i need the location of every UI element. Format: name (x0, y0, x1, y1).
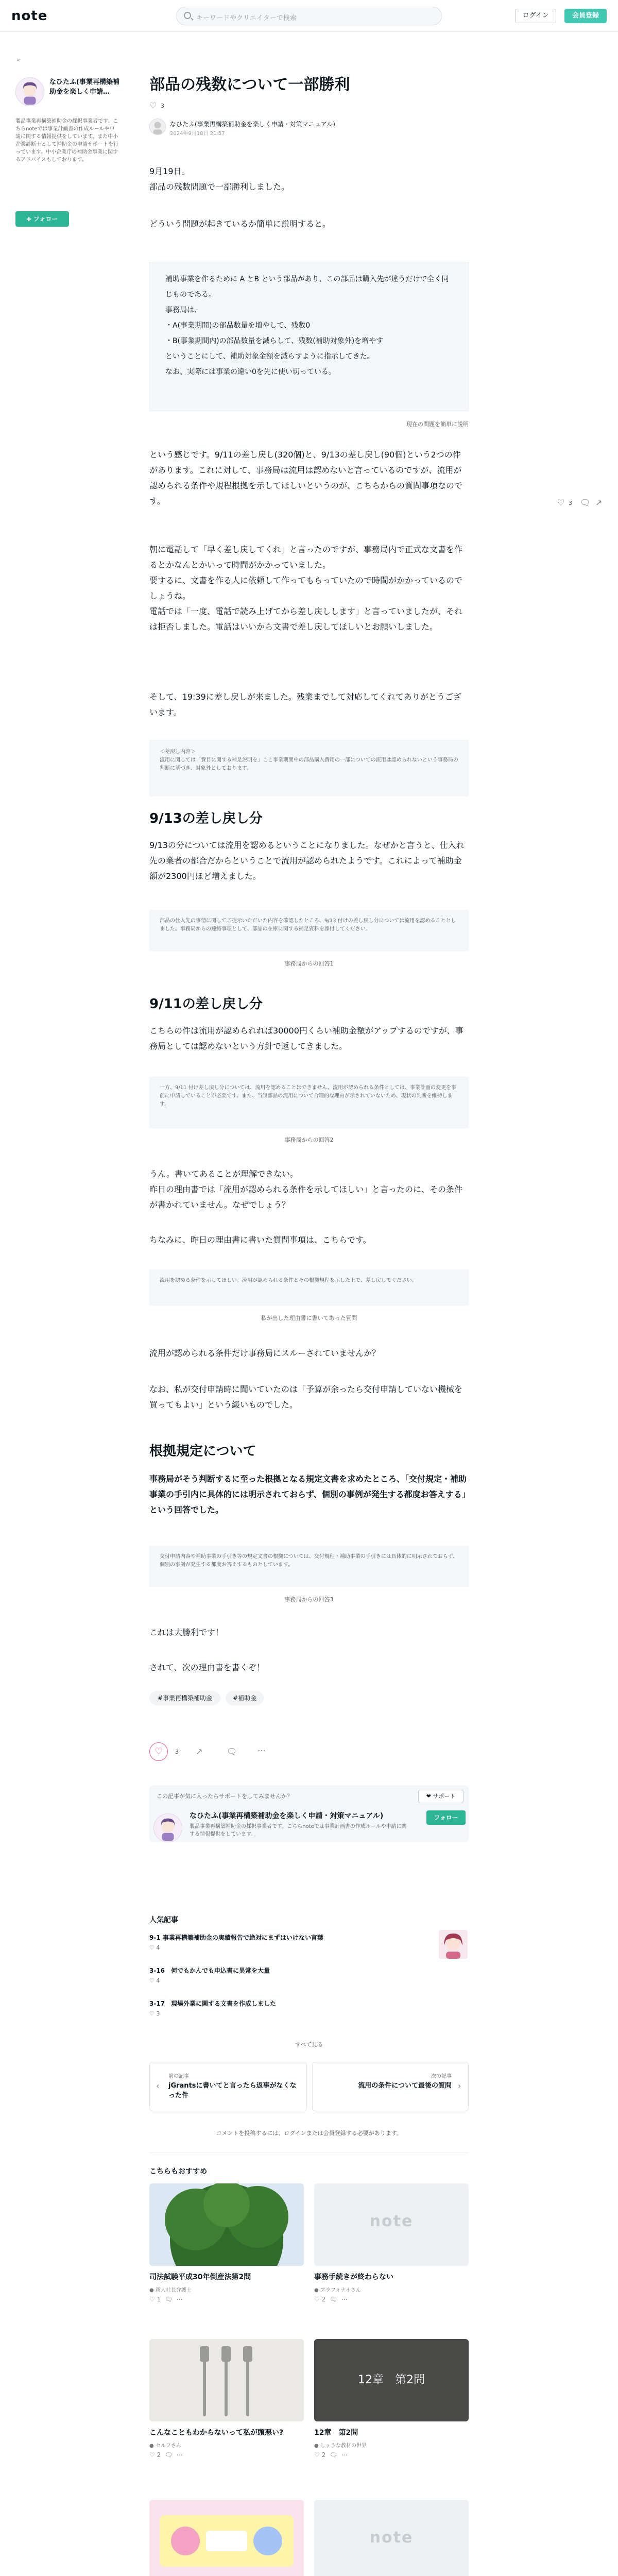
chevron-left-icon: ‹ (156, 2081, 160, 2091)
card-2-author-name: アラフォナイさん (320, 2287, 361, 2293)
comment-icon[interactable]: 🗨︎ (227, 1747, 237, 1756)
card-4-likes: 2 (321, 2451, 326, 2459)
paragraph-1: 9月19日。 (149, 166, 190, 176)
paragraph-15: されて、次の理由書を書くぞ！ (149, 1663, 265, 1672)
caption-3: 事務局からの回答2 (284, 1137, 334, 1143)
card-4-overlay-text: 12章 第2問 (358, 2374, 425, 2386)
prev-label: 前の記事 (168, 2074, 189, 2079)
sidebar-author-description: 製品事業再構築補助金の採択事業者です。こちらnoteでは事業計画書の作成ルールや申請に関する情報提供をしています。また中小企業診断士として補助金の申請サポートを行っています。中小企業庁の補助金事業に関するアドバイスもしております。 (15, 118, 118, 163)
quote-block-2: ＜差戻し内容＞ 流用に関しては「費目に関する補足説明を」ここ事業期間中の部品購入費用の一部についての流用は認められないという事務局の判断に基づき、対象外としております。 (149, 740, 469, 796)
quote-block-5: 流用を認める条件を示してほしい。流用が認められる条件とその根拠規程を示した上で、差し戻してください。 (149, 1269, 469, 1306)
quote1-line-5: ということにして、補助対象金額を減らすように指示してきた。 (165, 352, 374, 361)
quote1-line-1: 補助事業を作るために A とB という部品があり、この部品は購入先が違うだけで全く同じものである。 (165, 275, 449, 299)
quote1-line-3: ・A(事業期間)の部品数量を増やして、残数0 (165, 321, 311, 330)
card-4-author[interactable] (314, 2441, 367, 2449)
paragraph-7: 9/13の分については流用を認めるということになりました。なぜかと言うと、仕入れ先の業者の都合だからということで流用が認められたようです。これによって補助金額が2300円ほど増えました。 (149, 840, 465, 881)
quote1-line-4: ・B(事業期間内)の部品数量を減らして、残数(補助対象外)を増やす (165, 337, 384, 345)
popular-item-1-thumbnail[interactable] (439, 1930, 468, 1959)
support-follow-button[interactable]: フォロー (426, 1810, 466, 1825)
comment-login-prompt: コメントを投稿するには、ログインまたは会員登録する必要があります。 (216, 2130, 402, 2137)
register-button[interactable]: 会員登録 (564, 9, 607, 23)
card-2-title[interactable]: 事務手続きが終わらない (314, 2273, 393, 2281)
card-1-title[interactable]: 司法試験平成30年倒産法第2問 (149, 2273, 251, 2281)
support-author-name[interactable]: なひたふ(事業再構築補助金を楽しく申請・対策マニュアル) (190, 1812, 384, 1820)
float-like-icon[interactable]: ♡ (557, 498, 565, 507)
next-label: 次の記事 (431, 2074, 452, 2079)
card-3-actions[interactable]: ♡ 2 🗨︎ ⋯ (149, 2451, 183, 2459)
card-1-author[interactable] (149, 2285, 192, 2293)
popular-item-1-likes: ♡ 4 (149, 1944, 160, 1951)
paragraph-14: これは大勝利です！ (149, 1628, 224, 1637)
title-like-count: 3 (161, 103, 164, 109)
card-6-placeholder-logo: note (369, 2529, 414, 2547)
article-title: 部品の残数について一部勝利 (149, 76, 350, 94)
card-3-title[interactable]: こんなこともわからないって私が頭悪い? (149, 2429, 284, 2437)
card-4-title[interactable]: 12章 第2問 (314, 2429, 358, 2437)
popular-item-3-title[interactable]: 3-17 現場外業に関する文書を作成しました (149, 2000, 277, 2007)
card-5-comic-illustration (149, 2500, 304, 2576)
popular-thumb-illustration (439, 1930, 468, 1959)
card-4-image[interactable] (314, 2339, 469, 2421)
paragraph-6: そして、19:39に差し戻しが来ました。残業までして対応してくれてありがとうございます。 (149, 692, 461, 717)
card-5-image[interactable] (149, 2500, 304, 2576)
support-icon: ❤︎ (426, 1793, 433, 1800)
meta-avatar[interactable] (149, 118, 166, 135)
popular-heading: 人気記事 (149, 1916, 178, 1924)
card-1-author-name: 新人社長弁護士 (155, 2287, 192, 2293)
search-placeholder: キーワードやクリエイターで検索 (196, 14, 297, 22)
card-1-tree-photo (149, 2183, 304, 2266)
like-button[interactable]: ♡ (149, 1742, 168, 1761)
heading-0911: 9/11の差し戻し分 (149, 996, 263, 1012)
caption-1: 現在の問題を簡単に説明 (406, 421, 469, 428)
card-3-author[interactable] (149, 2441, 181, 2449)
card-4-author-avatar: ● (314, 2443, 320, 2449)
next-title: 流用の条件について最後の質問 (358, 2082, 452, 2090)
card-3-author-avatar: ● (149, 2443, 156, 2449)
heading-0913: 9/13の差し戻し分 (149, 811, 263, 826)
quote-block-3: 部品の仕入先の事情に関してご提示いただいた内容を確認したところ、9/13 付けの差し戻し分については流用を認めることとしました。事務局からの連絡事項として、部品の在庫に関する補足資料を添付してください。 (149, 910, 469, 951)
title-like-icon[interactable]: ♡ (149, 100, 157, 110)
paragraph-10: ちなみに、昨日の理由書に書いた質問事項は、こちらです。 (149, 1235, 371, 1245)
card-3-forks-photo (149, 2339, 304, 2421)
paragraph-5: 朝に電話して「早く差し戻してくれ」と言ったのですが、事務局内で正式な文書を作るとかなんとかいって時間がかかっていました。 要するに、文書を作る人に依頼して作ってもらっていたので時間がかかっているのでしょうね。 電話では「一度、電話で読み上げてから差し戻しします」と言っていましたが、それは拒否しました。電話はいいから文書で差し戻してほしいとお願いしました。 (149, 545, 463, 632)
popular-item-2-likes: ♡ 4 (149, 1977, 160, 1984)
card-3-image[interactable] (149, 2339, 304, 2421)
sidebar-follow-label: フォロー (33, 215, 58, 223)
card-2-image[interactable] (314, 2183, 469, 2266)
card-2-author-avatar: ● (314, 2287, 320, 2293)
card-2-author[interactable] (314, 2285, 361, 2293)
paragraph-8: こちらの件は流用が認められれば30000円くらい補助金額がアップするのですが、事務局としては認めないという方針で返してきました。 (149, 1026, 464, 1051)
popular-item-1-title[interactable]: 9-1 事業再構築補助金の実績報告で絶対にまずはいけない言葉 (149, 1934, 323, 1941)
person-add-icon: ➕︎ (26, 215, 33, 223)
meta-date: 2024年9月18日 21:57 (170, 131, 225, 137)
card-1-author-avatar: ● (149, 2287, 156, 2293)
prev-article-card[interactable] (149, 2062, 307, 2111)
float-like-count: 3 (569, 500, 572, 506)
card-1-actions[interactable]: ♡ 1 🗨︎ ⋯ (149, 2296, 183, 2303)
support-button[interactable] (418, 1790, 464, 1803)
paragraph-11: 流用が認められる条件だけ事務局にスルーされていませんか？ (149, 1348, 381, 1358)
support-button-label: サポート (433, 1793, 456, 1800)
author-avatar[interactable] (15, 77, 44, 106)
meta-author-name[interactable]: なひたふ(事業再構築補助金を楽しく申請・対策マニュアル) (170, 121, 335, 128)
popular-item-2-like-count: 4 (156, 1977, 160, 1984)
avatar-illustration (16, 78, 44, 106)
caption-4: 私が出した理由書に書いてあった質問 (261, 1315, 357, 1321)
card-3-author-name: セルフさん (155, 2443, 181, 2449)
card-4-actions[interactable]: ♡ 2 🗨︎ ⋯ (314, 2451, 348, 2459)
see-all-link[interactable]: すべて見る (295, 2041, 323, 2048)
prev-title: jGrantsに書いてと言ったら返事がなくなった件 (168, 2082, 297, 2099)
tag-subsidy[interactable]: #補助金 (226, 1691, 264, 1705)
card-2-placeholder-logo: note (369, 2212, 414, 2230)
meta-avatar-illustration (150, 119, 165, 134)
login-button[interactable]: ログイン (515, 9, 556, 23)
recommend-heading: こちらもおすすめ (149, 2167, 208, 2176)
popular-item-3-like-count: 3 (156, 2010, 160, 2017)
paragraph-3: どういう問題が起きているか簡単に説明すると。 (149, 219, 331, 229)
caption-5: 事務局からの回答3 (284, 1596, 334, 1603)
card-1-image[interactable] (149, 2183, 304, 2266)
popular-item-2-title[interactable]: 3-16 何でもかんでも申込書に異常を大量 (149, 1967, 270, 1974)
like-count: 3 (175, 1749, 179, 1755)
card-2-actions[interactable]: ♡ 2 🗨︎ ⋯ (314, 2296, 348, 2303)
tag-subsidy-restructure[interactable]: #事業再構築補助金 (149, 1691, 220, 1705)
quote-block-4: 一方、9/11 付け差し戻し分については、流用を認めることはできません。流用が認められる条件としては、事業計画の変更を事前に申請していることが必要です。また、当該部品の流用について合理的な理由が示されていないため、現状の判断を維持します。 (149, 1077, 469, 1128)
chevron-right-icon: › (458, 2081, 461, 2091)
card-4-author-name: しょうな教材の世界 (320, 2443, 367, 2449)
collapse-icon[interactable]: « (16, 57, 20, 63)
support-avatar-illustration (154, 1814, 182, 1842)
support-author-avatar[interactable] (153, 1814, 182, 1842)
quote1-line-6: なお、実際には事業の違い0を先に使い切っている。 (165, 368, 336, 376)
float-share-icon[interactable]: ↗ (595, 498, 603, 507)
quote1-line-2: 事務局は、 (165, 306, 201, 314)
card-6-image[interactable] (314, 2500, 469, 2576)
card-1-likes: 1 (157, 2296, 161, 2303)
support-author-desc: 製品事業再構築補助金の採択事業者です。こちらnoteでは事業計画書の作成ルールや申請に関する情報提供をしています。 (190, 1824, 407, 1837)
note-logo[interactable]: note (11, 8, 48, 24)
quote-block-1 (149, 262, 469, 411)
paragraph-2: 部品の残数問題で一部勝利しました。 (149, 182, 290, 192)
next-article-card[interactable] (312, 2062, 469, 2111)
card-2-likes: 2 (321, 2296, 326, 2303)
heading-rules: 根拠規定について (149, 1444, 256, 1459)
card-3-likes: 2 (157, 2451, 161, 2459)
float-comment-icon[interactable]: 🗨︎ (580, 498, 591, 507)
sidebar-follow-button[interactable] (15, 211, 69, 227)
quote-block-6: 交付申請内容や補助事業の手引き等の規定文書の根拠については、交付規程・補助事業の手引きには具体的に明示されておらず、個別の事例が発生する都度お答えするものとしています。 (149, 1546, 469, 1587)
support-text: この記事が気に入ったらサポートをしてみませんか？ (157, 1793, 293, 1800)
search-icon (184, 12, 191, 19)
popular-item-3-likes: ♡ 3 (149, 2010, 160, 2017)
popular-item-1-like-count: 4 (156, 1944, 160, 1951)
paragraph-9: うん。書いてあることが理解できない。 昨日の理由書では「流用が認められる条件を示してほしい」と言ったのに、その条件が書かれていません。なぜでしょう？ (149, 1169, 463, 1210)
paragraph-12: なお、私が交付申請時に聞いていたのは「予算が余ったら交付申請していない機械を買ってもよい」という緩いものでした。 (149, 1384, 463, 1410)
share-icon[interactable]: ↗ (196, 1747, 203, 1756)
search-input[interactable] (176, 7, 442, 25)
more-icon[interactable]: ⋯ (258, 1745, 266, 1755)
caption-2: 事務局からの回答1 (284, 960, 334, 967)
top-header (0, 0, 618, 32)
sidebar-author-name[interactable]: なひたふ(事業再構築補助金を楽しく申請… (49, 78, 119, 96)
paragraph-13: 事務局がそう判断するに至った根拠となる規定文書を求めたところ、「交付規定・補助事業の手引内に具体的には明示されておらず、個別の事例が発生する都度お答えする」という回答でした。 (149, 1474, 467, 1515)
paragraph-4: という感じです。9/11の差し戻し(320個)と、9/13の差し戻し(90個)という2つの件があります。これに対して、事務局は流用は認めないと言っているのですが、流用が認められる条件や規程根拠を示してほしいというのが、こちらからの質問事項なのです。 (149, 450, 463, 506)
